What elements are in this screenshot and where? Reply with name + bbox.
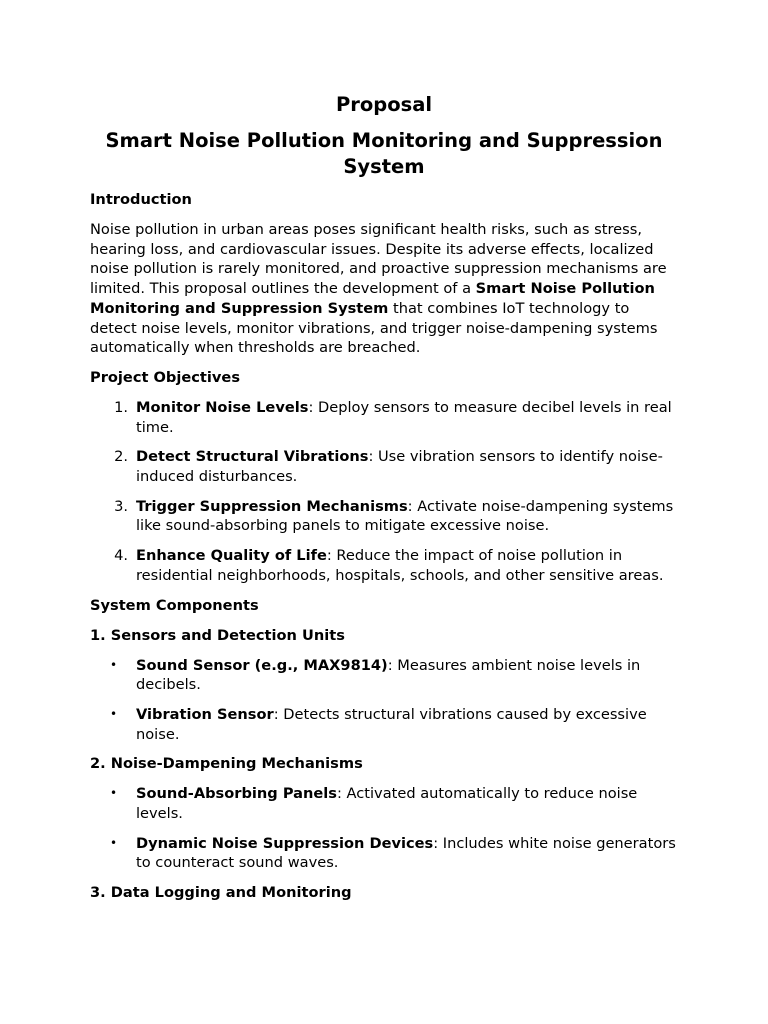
dampening-title: Sound-Absorbing Panels <box>136 785 337 803</box>
sensor-title: Sound Sensor (e.g., MAX9814) <box>136 656 388 674</box>
objective-item <box>90 398 678 437</box>
sensor-text: : Measures ambient noise levels in decibels. <box>136 656 641 694</box>
objective-text: : Activate noise-dampening systems like sound-absorbing panels to mitigate excessive noise. <box>136 497 674 535</box>
dampening-text: : Activated automatically to reduce noise levels. <box>136 785 638 823</box>
document-subtitle: Smart Noise Pollution Monitoring and Suppression System <box>105 129 663 178</box>
dampening-text: : Includes white noise generators to counteract sound waves. <box>136 834 676 872</box>
objective-item <box>90 497 678 536</box>
objective-title: Enhance Quality of Life <box>136 547 327 565</box>
introduction-text-2: that combines IoT technology to detect noise levels, monitor vibrations, and trigger noise-dampening systems automatically when thresholds are breached. <box>90 299 658 357</box>
document-title: Proposal <box>335 93 433 116</box>
objective-number: 2. <box>114 448 128 466</box>
components-heading: System Components <box>90 596 259 614</box>
introduction-paragraph <box>90 220 678 358</box>
objective-number: 3. <box>114 497 128 515</box>
sensors-list <box>90 656 678 745</box>
objective-text: : Reduce the impact of noise pollution in residential neighborhoods, hospitals, schools, and other sensitive areas. <box>136 547 664 584</box>
bullet-icon: • <box>110 706 118 721</box>
dampening-item <box>90 784 678 823</box>
objective-item <box>90 546 678 585</box>
objective-item <box>90 447 678 486</box>
bullet-icon: • <box>110 786 118 801</box>
dampening-title: Dynamic Noise Suppression Devices <box>136 834 434 852</box>
introduction-heading: Introduction <box>90 191 192 208</box>
objectives-list <box>90 398 678 586</box>
introduction-text-1: Noise pollution in urban areas poses significant health risks, such as stress, hearing loss, and cardiovascular issues. Despite its adverse effects, localized noise pollution is rarely monitored, and proactive suppression mechanisms are limited. This proposal outlines the development of a <box>90 221 667 298</box>
introduction-text-bold: Smart Noise Pollution Monitoring and Suppression System <box>90 280 655 317</box>
objective-text: : Use vibration sensors to identify noise-induced disturbances. <box>136 448 663 486</box>
objective-text: : Deploy sensors to measure decibel levels in real time. <box>136 398 672 436</box>
logging-heading: 3. Data Logging and Monitoring <box>90 884 352 902</box>
objective-number: 4. <box>114 547 128 565</box>
objective-number: 1. <box>114 398 128 416</box>
dampening-heading: 2. Noise-Dampening Mechanisms <box>90 755 363 773</box>
sensor-title: Vibration Sensor <box>136 705 274 723</box>
dampening-item <box>90 834 678 873</box>
sensor-item <box>90 705 678 744</box>
objective-title: Detect Structural Vibrations <box>136 448 369 466</box>
sensors-heading: 1. Sensors and Detection Units <box>90 626 345 644</box>
dampening-list <box>90 784 678 873</box>
bullet-icon: • <box>110 835 118 850</box>
objective-title: Monitor Noise Levels <box>136 398 309 416</box>
objective-title: Trigger Suppression Mechanisms <box>136 497 408 515</box>
document-body <box>90 190 678 913</box>
sensor-text: : Detects structural vibrations caused by excessive noise. <box>136 705 647 743</box>
bullet-icon: • <box>110 657 118 672</box>
objectives-heading: Project Objectives <box>90 368 241 386</box>
sensor-item <box>90 656 678 695</box>
